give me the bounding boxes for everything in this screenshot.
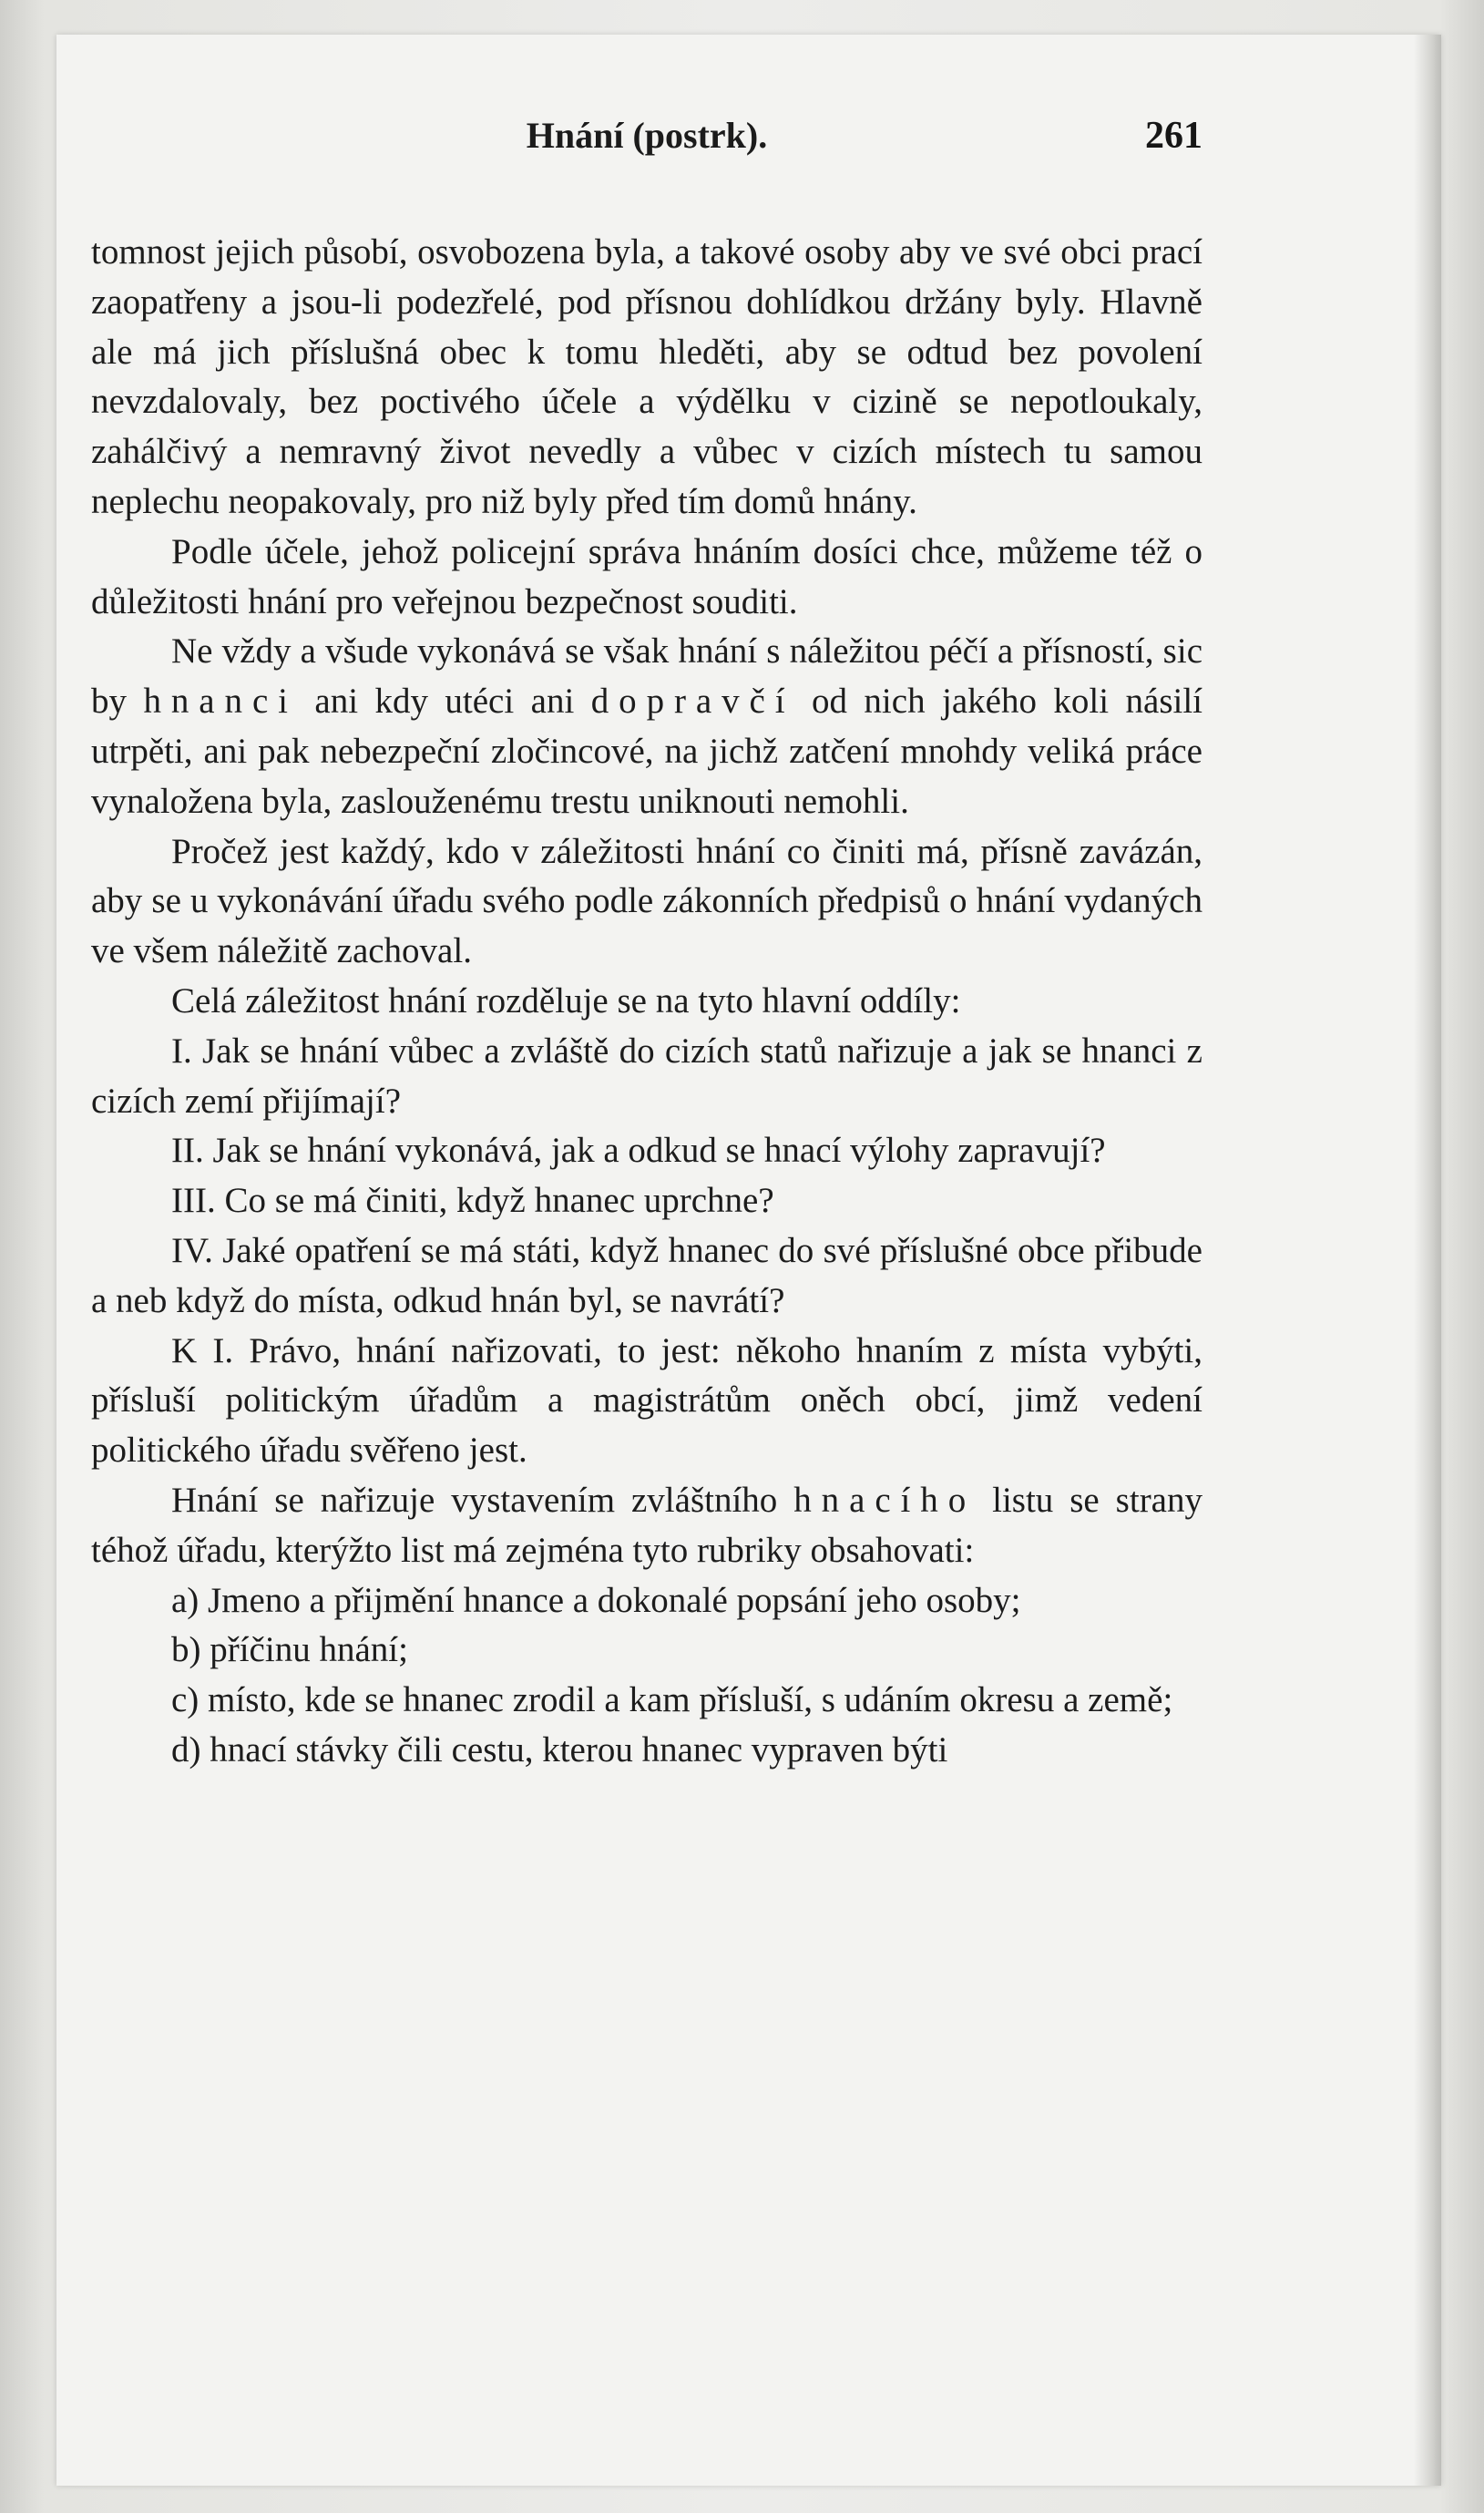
header-title: Hnání (postrk). [526, 115, 768, 156]
paragraph [91, 1476, 1203, 1576]
list-item: III. Co se má činiti, když hnanec uprchne? [171, 1181, 774, 1221]
text-run: od nich jakého koli násilí utrpěti, ani pak nebezpeční zločincové, na jichž zatčení mnohdy veliká práce vynaložena byla, zaslouženému trestu uniknouti nemohli. [91, 682, 1203, 821]
list-item: II. Jak se hnání vykonává, jak a odkud se hnací výlohy zapravují? [171, 1131, 1106, 1171]
text-run: listu se strany téhož úřadu, kterýžto list má zejména tyto rubriky obsahovati: [91, 1480, 1203, 1570]
text-run: ani kdy utéci ani [297, 682, 591, 722]
paragraph: Podle účele, jehož policejní správa hnáním dosíci chce, můžeme též o důležitosti hnání pro veřejnou bezpečnost souditi. [91, 531, 1203, 621]
paragraph-continuation: tomnost jejich působí, osvobozena byla, a takové osoby aby ve své obci prací zaopatřeny a jsou-li podezřelé, pod přísnou dohlídkou držány byly. Hlavně ale má jich příslušná obec k tomu hleděti, aby se odtud bez povolení nevzdalovaly, bez poctivého účele a výdělku v cizině se nepotloukaly, zahálčivý a nemravný život nevedly a vůbec v cizích místech tu samou neplechu neopakovaly, pro niž byly před tím domů hnány. [91, 232, 1203, 521]
text-run: Ne vždy a všude vykonává se však hnání s náležitou péčí a přísností, sic by [91, 631, 1203, 722]
paragraph: Celá záležitost hnání rozděluje se na tyto hlavní oddíly: [171, 980, 961, 1021]
paragraph [91, 627, 1203, 826]
text-run: Hnání se nařizuje vystavením zvláštního [171, 1480, 794, 1520]
page-gutter-shadow [1414, 35, 1441, 2486]
list-item: I. Jak se hnání vůbec a zvláště do cizích statů nařizuje a jak se hnanci z cizích zemí přijímají? [91, 1031, 1203, 1121]
page-number: 261 [1145, 115, 1203, 157]
list-item: IV. Jaké opatření se má státi, když hnanec do své příslušné obce přibude a neb když do místa, odkud hnán byl, se navrátí? [91, 1230, 1203, 1320]
emphasized-term: dopravčí [590, 682, 795, 722]
running-head [91, 114, 1203, 178]
list-item: b) příčinu hnání; [171, 1630, 408, 1670]
body-text [91, 228, 1203, 1776]
paragraph: K I. Právo, hnání nařizovati, to jest: někoho hnaním z místa vybýti, přísluší politickým úřadům a magistrátům oněch obcí, jimž vedení politického úřadu svěřeno jest. [91, 1330, 1203, 1471]
list-item: d) hnací stávky čili cestu, kterou hnanec vypraven býti [171, 1729, 948, 1769]
emphasized-term: hnacího [793, 1480, 977, 1520]
list-item: c) místo, kde se hnanec zrodil a kam přísluší, s udáním okresu a země; [171, 1680, 1173, 1720]
emphasized-term: hnanci [143, 682, 298, 722]
paragraph: Pročež jest každý, kdo v záležitosti hnání co činiti má, přísně zavázán, aby se u vykonávání úřadu svého podle zákonních předpisů o hnání vydaných ve všem náležitě zachoval. [91, 831, 1203, 971]
list-item: a) Jmeno a přijmění hnance a dokonalé popsání jeho osoby; [171, 1580, 1021, 1620]
